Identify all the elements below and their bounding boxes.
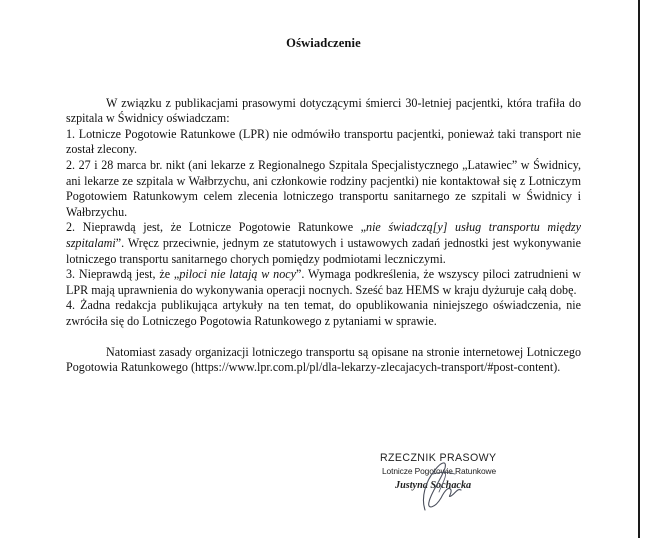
point-4-text: 4. Żadna redakcja publikująca artykuły na ten temat, do opublikowania niniejszego oświadczenia, nie zwróciła się do Lotniczego Pogotowia Ratunkowego z pytaniami w sprawie. <box>66 298 581 328</box>
page-border-right <box>638 0 640 538</box>
point-2b-text-before: 2. Nieprawdą jest, że Lotnicze Pogotowie Ratunkowe „ <box>66 220 367 235</box>
intro-paragraph: W związku z publikacjami prasowymi dotyczącymi śmierci 30-letniej pacjentki, która trafiła do szpitala w Świdnicy oświadczam: <box>66 95 581 126</box>
point-3 <box>66 267 581 298</box>
stamp-name: Justyna Sochacka <box>395 480 472 491</box>
point-4 <box>66 298 581 329</box>
stamp-role: RZECZNIK PRASOWY <box>380 452 497 464</box>
point-2b-emphasis: nie świadczą[y] usług transportu między szpitalami <box>66 220 581 250</box>
document-title: Oświadczenie <box>286 36 361 50</box>
point-1-text: 1. Lotnicze Pogotowie Ratunkowe (LPR) nie odmówiło transportu pacjentki, ponieważ taki transport nie został zlecony. <box>66 126 581 157</box>
statement-document <box>66 36 581 376</box>
point-2b-text-after: ”. Wręcz przeciwnie, jednym ze statutowych i ustawowych zadań jednostki jest wykonywanie lotniczego transportu sanitarnego chorych pomiędzy podmiotami leczniczymi. <box>66 235 581 266</box>
stamp-organization: Lotnicze Pogotowie Ratunkowe <box>382 466 497 476</box>
press-officer-stamp <box>380 452 510 493</box>
point-3-text-before: 3. Nieprawdą jest, że „ <box>66 267 180 282</box>
point-2-text: 2. 27 i 28 marca br. nikt (ani lekarze z Regionalnego Szpitala Specjalistycznego „Latawiec” w Świdnicy, ani lekarze ze szpitala w Wałbrzychu, ani członkowie rodziny pacjentki) nie kontaktował się z Lotniczym Pogotowiem Ratunkowym celem zlecenia lotniczego transportu sanitarnego ze szpitali w Świdnicy i Wałbrzychu. <box>66 157 581 219</box>
point-1 <box>66 127 581 158</box>
point-2 <box>66 158 581 220</box>
closing-paragraph: Natomiast zasady organizacji lotniczego transportu są opisane na stronie internetowej Lotniczego Pogotowia Ratunkowego (https://www.lpr.com.pl/pl/dla-lekarzy-zlecajacych-transport/#post-content). <box>66 344 581 375</box>
point-3-text-after: ”. Wymaga podkreślenia, że wszyscy piloci zatrudnieni w LPR mają uprawnienia do wykonywania operacji nocnych. Sześć baz HEMS w kraju dyżuruje całą dobę. <box>66 267 582 297</box>
point-3-emphasis: piloci nie latają w nocy <box>179 267 297 282</box>
point-2b <box>66 220 581 267</box>
paragraph-gap <box>66 330 581 345</box>
